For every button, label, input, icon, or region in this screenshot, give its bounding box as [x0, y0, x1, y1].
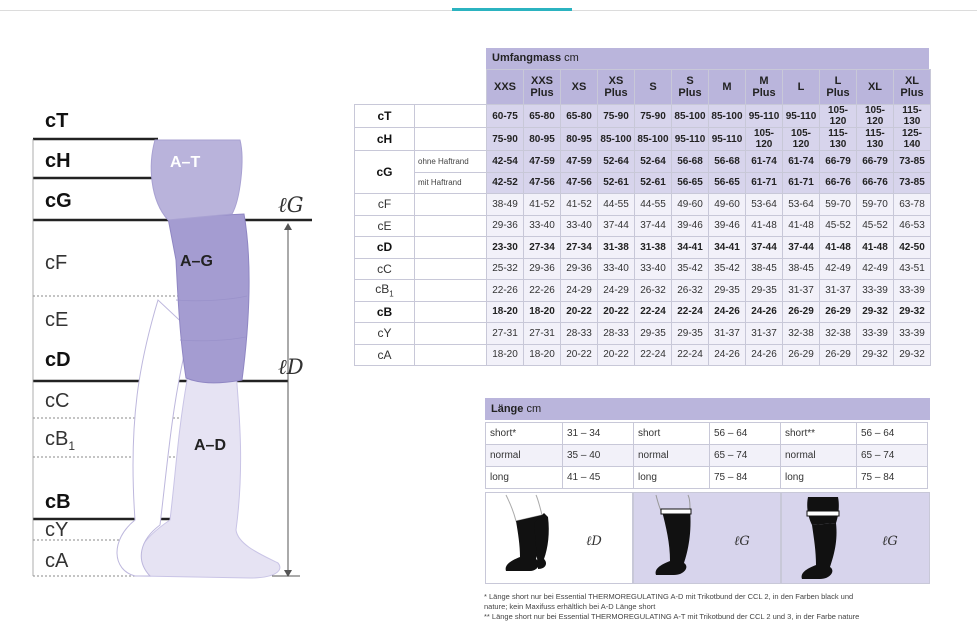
table-cell: 29-36 — [487, 215, 524, 237]
table-cell: 38-49 — [487, 194, 524, 216]
table-cell: 56-65 — [709, 172, 746, 194]
zone-label-cH: cH — [45, 150, 71, 172]
table-cell: 56-65 — [672, 172, 709, 194]
row-sublabel — [415, 128, 487, 151]
zone-label-cA: cA — [45, 550, 69, 572]
size-header-0: XXS — [487, 70, 524, 105]
circumference-title: Umfangmass cm — [486, 48, 929, 69]
table-row — [355, 344, 931, 366]
table-cell: 61-71 — [783, 172, 820, 194]
picture-at — [781, 492, 930, 584]
segment-label-ag: A–G — [180, 253, 213, 270]
table-cell: 27-31 — [524, 323, 561, 345]
zone-label-cG: cG — [45, 190, 72, 212]
table-cell: 41-48 — [783, 215, 820, 237]
size-header-6: M — [709, 70, 746, 105]
table-cell: 42-50 — [894, 237, 931, 259]
table-cell: 65-80 — [524, 105, 561, 128]
table-cell: 18-20 — [524, 344, 561, 366]
table-cell: 33-39 — [857, 323, 894, 345]
table-cell: 41-48 — [746, 215, 783, 237]
row-label: cC — [355, 258, 415, 280]
table-cell: 32-38 — [820, 323, 857, 345]
table-row — [355, 151, 931, 173]
table-cell: 125-140 — [894, 128, 931, 151]
table-row — [355, 215, 931, 237]
table-cell: 25-32 — [487, 258, 524, 280]
table-cell: 35 – 40 — [563, 445, 634, 467]
table-cell: 42-49 — [857, 258, 894, 280]
length-title: Länge cm — [485, 398, 930, 420]
table-cell: 44-55 — [635, 194, 672, 216]
table-cell: 24-29 — [561, 280, 598, 302]
row-label: cB — [355, 301, 415, 323]
table-cell: 23-30 — [487, 237, 524, 259]
table-cell: 52-61 — [598, 172, 635, 194]
table-cell: 37-44 — [635, 215, 672, 237]
table-cell: 49-60 — [709, 194, 746, 216]
table-cell: 115-130 — [857, 128, 894, 151]
table-cell: 29-32 — [857, 344, 894, 366]
circumference-table — [354, 69, 931, 366]
size-header-10: XL — [857, 70, 894, 105]
table-cell: 33-40 — [635, 258, 672, 280]
table-cell: 47-56 — [524, 172, 561, 194]
row-label: $cB_1$ — [355, 280, 415, 302]
table-row — [486, 423, 928, 445]
table-cell: 27-31 — [487, 323, 524, 345]
table-cell: long — [634, 467, 710, 489]
table-cell: 61-74 — [783, 151, 820, 173]
table-cell: 75-90 — [598, 105, 635, 128]
table-cell: 26-32 — [635, 280, 672, 302]
row-label: cY — [355, 323, 415, 345]
table-cell: normal — [634, 445, 710, 467]
row-label: cT — [355, 105, 415, 128]
table-cell: normal — [486, 445, 563, 467]
table-cell: 105-120 — [783, 128, 820, 151]
table-row — [355, 128, 931, 151]
picture-ag-label: ℓG — [734, 534, 750, 549]
row-sublabel — [415, 344, 487, 366]
table-cell: 95-110 — [783, 105, 820, 128]
table-cell: 37-44 — [598, 215, 635, 237]
table-cell: 31-37 — [746, 323, 783, 345]
table-cell: 29-35 — [709, 280, 746, 302]
table-cell: 61-74 — [746, 151, 783, 173]
table-cell: 95-110 — [709, 128, 746, 151]
table-cell: 35-42 — [709, 258, 746, 280]
row-sublabel — [415, 301, 487, 323]
table-cell: 63-78 — [894, 194, 931, 216]
table-cell: 65-80 — [561, 105, 598, 128]
table-cell: 73-85 — [894, 151, 931, 173]
table-cell: 56 – 64 — [710, 423, 781, 445]
table-row — [355, 105, 931, 128]
row-label: cF — [355, 194, 415, 216]
table-cell: 38-45 — [783, 258, 820, 280]
table-cell: long — [781, 467, 857, 489]
table-cell: 26-29 — [783, 301, 820, 323]
table-cell: normal — [781, 445, 857, 467]
table-cell: 47-56 — [561, 172, 598, 194]
table-cell: 29-36 — [524, 258, 561, 280]
row-label: cG — [355, 151, 415, 194]
picture-ag — [633, 492, 781, 584]
table-cell: 37-44 — [783, 237, 820, 259]
table-cell: 115-130 — [820, 128, 857, 151]
segment-label-ad: A–D — [194, 437, 227, 454]
table-cell: 34-41 — [672, 237, 709, 259]
table-cell: 53-64 — [746, 194, 783, 216]
table-cell: 31-37 — [709, 323, 746, 345]
size-header-4: S — [635, 70, 672, 105]
picture-ad — [485, 492, 633, 584]
table-cell: 24-26 — [709, 301, 746, 323]
table-cell: long — [486, 467, 563, 489]
table-cell: 56-68 — [672, 151, 709, 173]
length-mark-ld: ℓD — [278, 355, 304, 379]
length-pictures — [485, 492, 930, 584]
table-cell: 75-90 — [487, 128, 524, 151]
table-cell: 41-52 — [524, 194, 561, 216]
table-cell: 28-33 — [561, 323, 598, 345]
table-cell: short* — [486, 423, 563, 445]
table-cell: 65 – 74 — [710, 445, 781, 467]
table-cell: 43-51 — [894, 258, 931, 280]
table-cell: 45-52 — [820, 215, 857, 237]
table-cell: 61-71 — [746, 172, 783, 194]
table-cell: 52-61 — [635, 172, 672, 194]
table-cell: 33-40 — [524, 215, 561, 237]
row-sublabel — [415, 105, 487, 128]
row-label: cD — [355, 237, 415, 259]
table-cell: 66-76 — [857, 172, 894, 194]
table-cell: 24-26 — [709, 344, 746, 366]
row-sublabel — [415, 323, 487, 345]
row-sublabel: ohne Haftrand — [415, 151, 487, 173]
table-cell: 66-76 — [820, 172, 857, 194]
table-cell: 18-20 — [524, 301, 561, 323]
table-cell: 95-110 — [746, 105, 783, 128]
table-cell: 42-52 — [487, 172, 524, 194]
table-cell: 31-38 — [598, 237, 635, 259]
size-header-5: S Plus — [672, 70, 709, 105]
table-cell: 60-75 — [487, 105, 524, 128]
table-cell: 29-35 — [672, 323, 709, 345]
table-cell: 32-38 — [783, 323, 820, 345]
table-cell: 46-53 — [894, 215, 931, 237]
table-cell: 41-48 — [857, 237, 894, 259]
table-cell: 41-52 — [561, 194, 598, 216]
size-header-1: XXS Plus — [524, 70, 561, 105]
table-cell: 39-46 — [709, 215, 746, 237]
table-cell: 33-39 — [894, 280, 931, 302]
table-cell: 24-26 — [746, 301, 783, 323]
size-header-9: L Plus — [820, 70, 857, 105]
row-sublabel: mit Haftrand — [415, 172, 487, 194]
table-cell: 33-39 — [857, 280, 894, 302]
zone-label-cB1: $cB_1$ — [45, 428, 76, 453]
table-cell: 39-46 — [672, 215, 709, 237]
table-row — [486, 445, 928, 467]
zone-label-cB: cB — [45, 491, 71, 513]
table-cell: 59-70 — [857, 194, 894, 216]
table-cell: 56-68 — [709, 151, 746, 173]
table-cell: 75 – 84 — [710, 467, 781, 489]
table-cell: 29-32 — [894, 301, 931, 323]
active-tab-indicator — [452, 8, 572, 11]
table-row — [355, 323, 931, 345]
table-cell: 52-64 — [598, 151, 635, 173]
table-cell: 26-32 — [672, 280, 709, 302]
table-cell: 29-32 — [894, 344, 931, 366]
row-sublabel — [415, 237, 487, 259]
table-cell: 80-95 — [561, 128, 598, 151]
table-cell: 47-59 — [524, 151, 561, 173]
footnote-2: ** Länge short nur bei Essential THERMOREGULATING A-T mit Trikotbund der CCL 2 und 3, in der Farbe nature — [484, 612, 860, 621]
table-cell: 24-29 — [598, 280, 635, 302]
table-cell: 22-26 — [487, 280, 524, 302]
table-cell: 33-39 — [894, 323, 931, 345]
table-cell: 42-54 — [487, 151, 524, 173]
table-cell: 59-70 — [820, 194, 857, 216]
table-cell: 26-29 — [820, 344, 857, 366]
table-cell: 33-40 — [561, 215, 598, 237]
table-row — [486, 467, 928, 489]
row-sublabel — [415, 280, 487, 302]
table-row — [355, 301, 931, 323]
table-cell: 85-100 — [598, 128, 635, 151]
table-cell: 26-29 — [820, 301, 857, 323]
table-row — [355, 280, 931, 302]
row-sublabel — [415, 194, 487, 216]
table-cell: 29-36 — [561, 258, 598, 280]
table-row — [355, 258, 931, 280]
row-label: cA — [355, 344, 415, 366]
table-cell: 18-20 — [487, 301, 524, 323]
zone-label-cE: cE — [45, 309, 69, 331]
table-cell: 22-24 — [635, 344, 672, 366]
table-cell: 80-95 — [524, 128, 561, 151]
table-cell: 41-48 — [820, 237, 857, 259]
table-cell: 20-22 — [561, 344, 598, 366]
table-cell: 44-55 — [598, 194, 635, 216]
table-cell: 53-64 — [783, 194, 820, 216]
table-cell: 20-22 — [598, 301, 635, 323]
picture-ad-label: ℓD — [586, 534, 602, 549]
table-cell: 18-20 — [487, 344, 524, 366]
segment-label-at: A–T — [170, 154, 201, 171]
table-cell: 75 – 84 — [857, 467, 928, 489]
table-cell: 66-79 — [857, 151, 894, 173]
table-cell: 65 – 74 — [857, 445, 928, 467]
row-sublabel — [415, 258, 487, 280]
size-header-3: XS Plus — [598, 70, 635, 105]
size-header-8: L — [783, 70, 820, 105]
picture-at-label: ℓG — [882, 534, 898, 549]
size-header-11: XL Plus — [894, 70, 931, 105]
table-cell: 73-85 — [894, 172, 931, 194]
zone-label-cT: cT — [45, 110, 69, 132]
table-row — [355, 172, 931, 194]
table-cell: short — [634, 423, 710, 445]
zone-label-cY: cY — [45, 519, 69, 541]
table-cell: 56 – 64 — [857, 423, 928, 445]
zone-label-cC: cC — [45, 390, 70, 412]
table-cell: 27-34 — [561, 237, 598, 259]
table-cell: 22-24 — [635, 301, 672, 323]
footnote-1: * Länge short nur bei Essential THERMOREGULATING A-D mit Trikotbund der CCL 2, in den Farben black und — [484, 592, 854, 601]
row-sublabel — [415, 215, 487, 237]
table-cell: 20-22 — [598, 344, 635, 366]
table-cell: 20-22 — [561, 301, 598, 323]
table-cell: 29-35 — [635, 323, 672, 345]
length-mark-lg: ℓG — [278, 193, 304, 217]
table-cell: 31 – 34 — [563, 423, 634, 445]
length-table — [485, 422, 928, 489]
table-cell: 22-24 — [672, 344, 709, 366]
table-cell: 22-24 — [672, 301, 709, 323]
table-cell: 95-110 — [672, 128, 709, 151]
table-cell: 42-49 — [820, 258, 857, 280]
table-cell: 34-41 — [709, 237, 746, 259]
table-cell: 29-35 — [746, 280, 783, 302]
row-label: cE — [355, 215, 415, 237]
table-cell: 85-100 — [672, 105, 709, 128]
table-cell: 24-26 — [746, 344, 783, 366]
table-cell: 38-45 — [746, 258, 783, 280]
table-cell: 49-60 — [672, 194, 709, 216]
table-cell: 85-100 — [635, 128, 672, 151]
table-cell: 75-90 — [635, 105, 672, 128]
table-cell: 105-120 — [820, 105, 857, 128]
zone-label-cF: cF — [45, 252, 68, 274]
row-label: cH — [355, 128, 415, 151]
table-cell: 47-59 — [561, 151, 598, 173]
zone-label-cD: cD — [45, 349, 71, 371]
table-cell: 105-120 — [857, 105, 894, 128]
table-cell: 26-29 — [783, 344, 820, 366]
table-cell: 66-79 — [820, 151, 857, 173]
table-cell: 85-100 — [709, 105, 746, 128]
table-cell: 29-32 — [857, 301, 894, 323]
table-cell: 31-37 — [783, 280, 820, 302]
table-cell: 52-64 — [635, 151, 672, 173]
table-cell: 27-34 — [524, 237, 561, 259]
table-cell: 45-52 — [857, 215, 894, 237]
table-cell: 22-26 — [524, 280, 561, 302]
table-cell: 35-42 — [672, 258, 709, 280]
table-cell: short** — [781, 423, 857, 445]
footnote-1-cont: nature; kein Maxifuss erhältlich bei A-D Länge short — [484, 602, 656, 611]
table-cell: 33-40 — [598, 258, 635, 280]
table-cell: 31-38 — [635, 237, 672, 259]
table-cell: 31-37 — [820, 280, 857, 302]
table-row — [355, 237, 931, 259]
size-header-7: M Plus — [746, 70, 783, 105]
size-header-2: XS — [561, 70, 598, 105]
table-cell: 28-33 — [598, 323, 635, 345]
table-row — [355, 194, 931, 216]
table-cell: 41 – 45 — [563, 467, 634, 489]
table-cell: 37-44 — [746, 237, 783, 259]
table-cell: 115-130 — [894, 105, 931, 128]
table-cell: 105-120 — [746, 128, 783, 151]
